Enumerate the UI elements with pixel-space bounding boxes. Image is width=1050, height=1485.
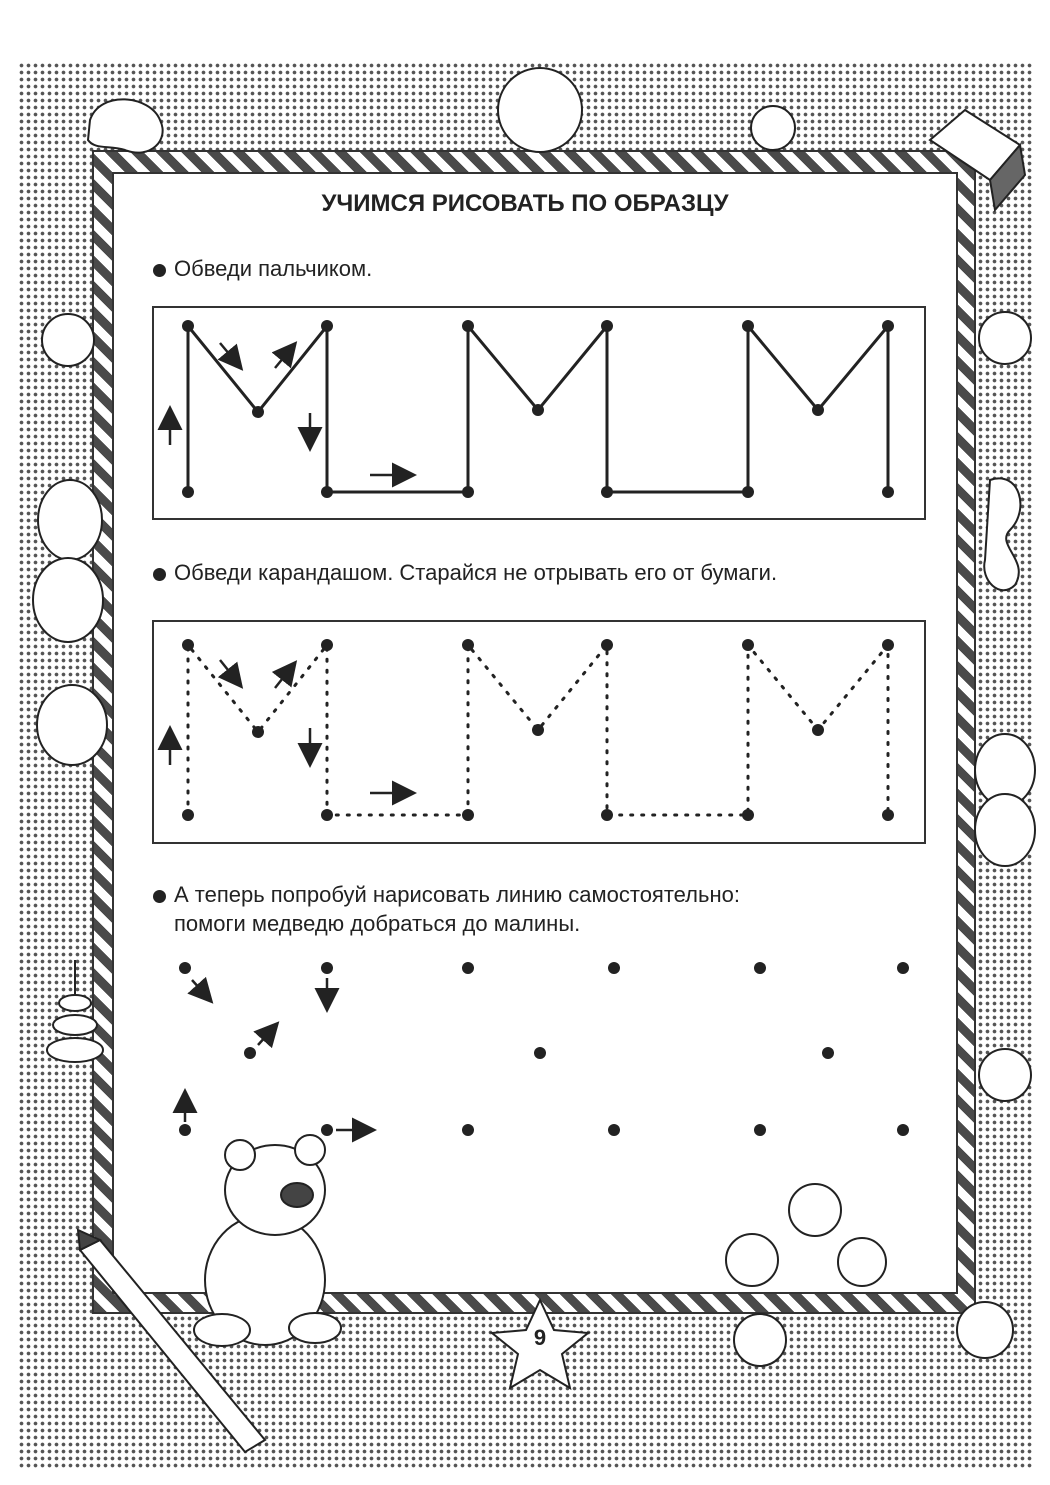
- solid-pattern-arrows: [170, 343, 412, 475]
- instruction-text: Обведи пальчиком.: [174, 256, 373, 281]
- free-draw-points: [179, 962, 909, 1136]
- instruction-text: А теперь попробуй нарисовать линию самостоятельно:: [174, 882, 740, 907]
- instruction-text: Обведи карандашом. Старайся не отрывать его от бумаги.: [174, 560, 778, 585]
- candy-icon: [88, 99, 163, 152]
- bear-icon: [194, 1135, 341, 1346]
- solid-pattern-points: [182, 320, 894, 498]
- toy-block-icon: [930, 110, 1025, 210]
- dotted-pattern-points: [182, 639, 894, 821]
- page-number: 9: [533, 1325, 547, 1350]
- raspberry-icon: [726, 1184, 886, 1286]
- pyramid-toy-icon: [47, 960, 103, 1062]
- free-draw-arrows: [185, 978, 372, 1130]
- candy-icon: [984, 478, 1020, 590]
- dotted-pattern-arrows: [170, 660, 412, 793]
- instruction-text: помоги медведю добраться до малины.: [174, 911, 581, 936]
- page-title: УЧИМСЯ РИСОВАТЬ ПО ОБРАЗЦУ: [321, 190, 729, 217]
- balloon-icon: [33, 68, 1035, 866]
- ball-icon: [42, 106, 1031, 1366]
